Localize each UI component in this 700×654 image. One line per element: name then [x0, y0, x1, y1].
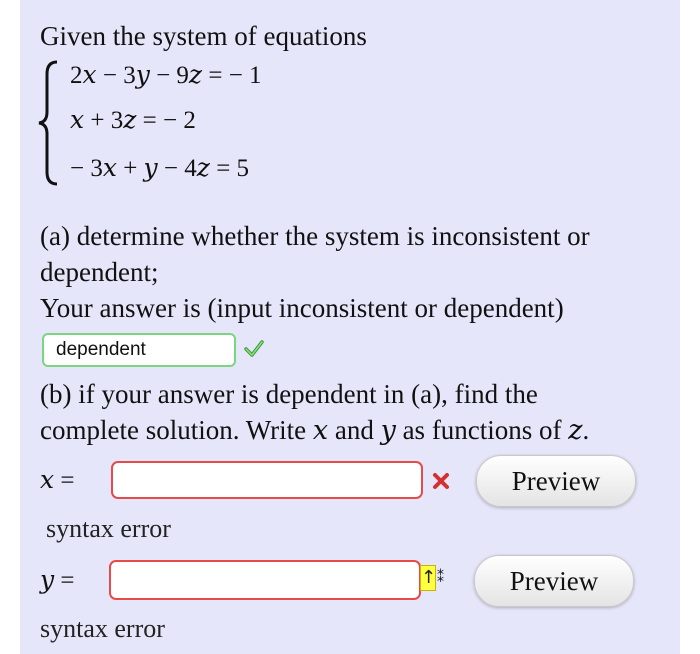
- part-a-line2: dependent;: [40, 257, 159, 287]
- x-input[interactable]: [111, 461, 423, 499]
- x-preview-button[interactable]: Preview: [476, 455, 636, 507]
- part-b-line1: (b) if your answer is dependent in (a), find the: [40, 379, 538, 409]
- cursor-indicator-icon: ⁑: [437, 570, 444, 586]
- y-label: 𝑦 =: [40, 567, 75, 594]
- part-a-line1: (a) determine whether the system is inconsistent or: [40, 221, 590, 251]
- intro-text: Given the system of equations: [40, 21, 367, 51]
- equation-1: 2𝑥 − 3𝑦 − 9𝑧 = − 1: [70, 62, 262, 89]
- y-preview-button[interactable]: Preview: [474, 555, 634, 607]
- part-a-prompt: Your answer is (input inconsistent or dependent): [40, 293, 564, 323]
- left-brace: [37, 60, 59, 186]
- part-b-line2: complete solution. Write 𝑥 and 𝑦 as functions of 𝑧.: [40, 415, 590, 445]
- y-input[interactable]: [109, 560, 421, 600]
- x-label: 𝑥 =: [40, 467, 75, 494]
- equation-2: 𝑥 + 3𝑧 = − 2: [70, 107, 196, 134]
- check-icon: [243, 338, 265, 360]
- answer-a-input[interactable]: [42, 333, 236, 367]
- x-status-text: syntax error: [46, 514, 171, 543]
- x-icon: [432, 472, 450, 490]
- equation-3: − 3𝑥 + 𝑦 − 4𝑧 = 5: [70, 155, 250, 182]
- y-status-text: syntax error: [40, 614, 165, 643]
- up-arrow-icon: ↑: [420, 565, 436, 591]
